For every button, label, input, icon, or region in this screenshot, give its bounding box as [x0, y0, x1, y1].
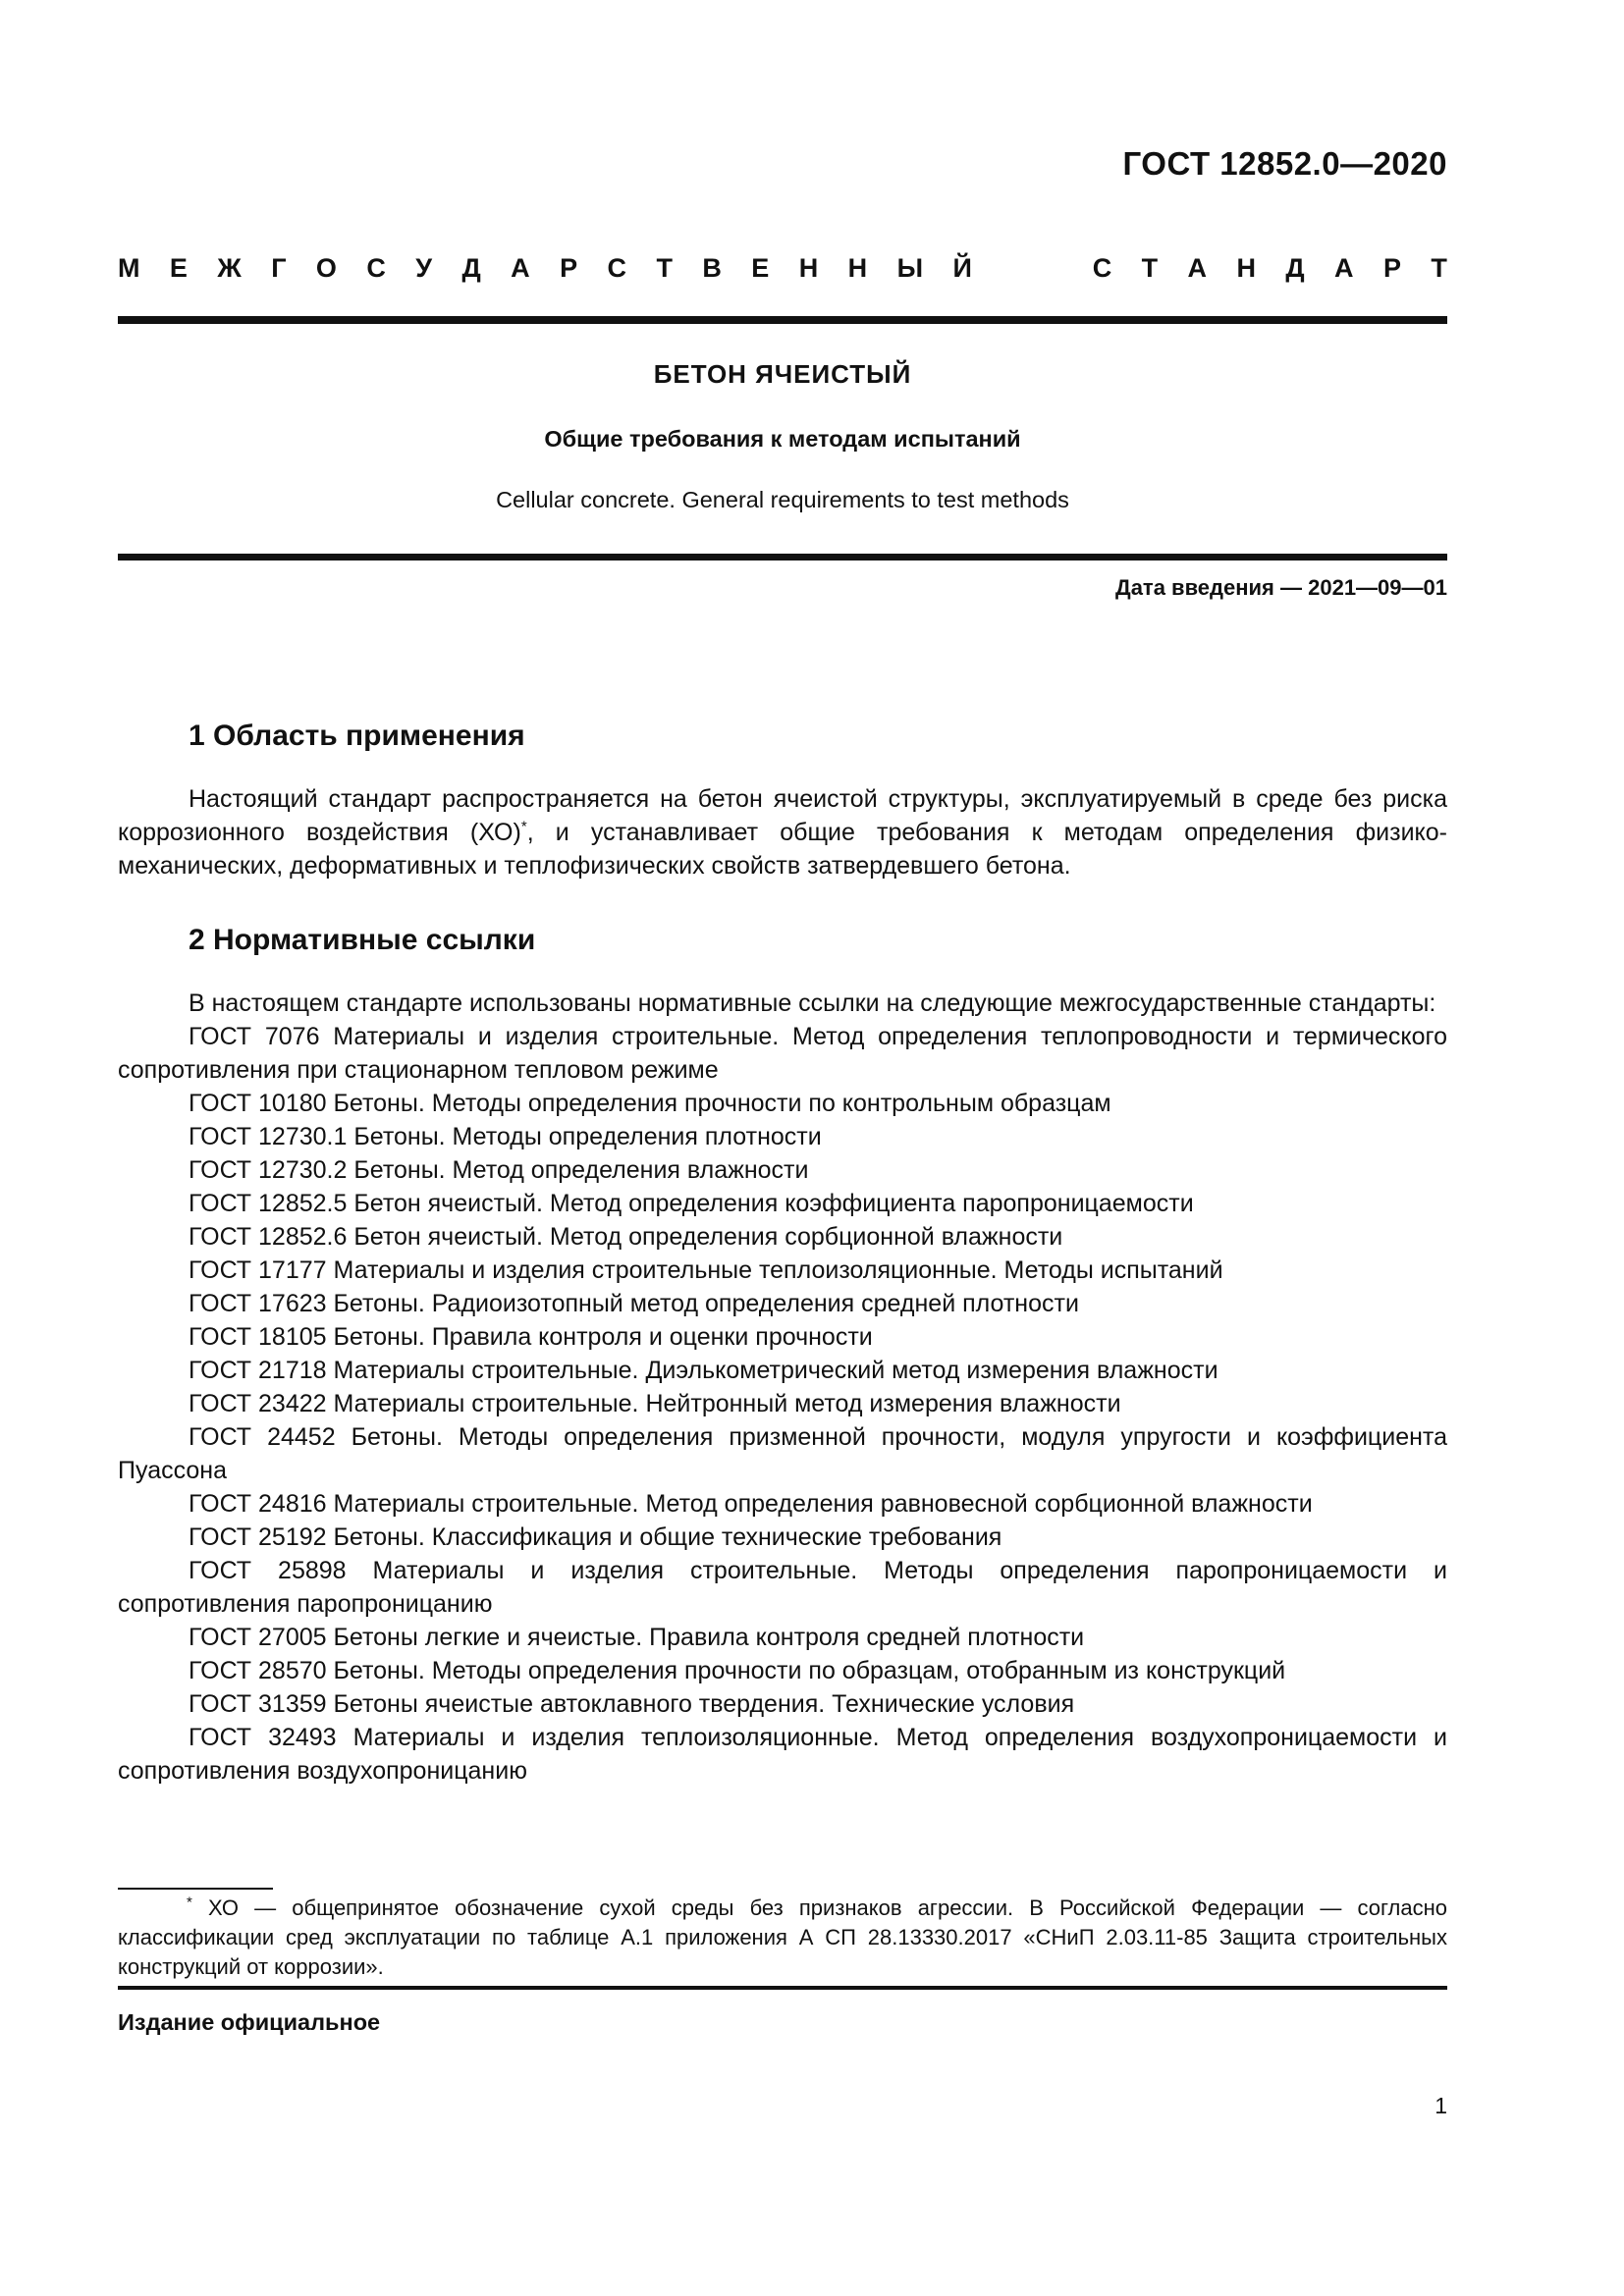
- paragraph-text: , и устанавливает общие требования к методам определения физико-механических, деформативных и теплофизических свойств затвердевшего бетона.: [118, 819, 1447, 880]
- letter: А: [1187, 253, 1208, 283]
- reference-item: ГОСТ 25192 Бетоны. Классификация и общие технические требования: [189, 1523, 1002, 1551]
- reference-item: ГОСТ 28570 Бетоны. Методы определения прочности по образцам, отобранным из конструкций: [189, 1657, 1286, 1684]
- footer-divider: [118, 1986, 1447, 1990]
- page-number: 1: [1435, 2093, 1447, 2118]
- reference-item: ГОСТ 24816 Материалы строительные. Метод определения равновесной сорбционной влажности: [189, 1490, 1313, 1518]
- letter: У: [415, 253, 433, 283]
- letter: Н: [798, 253, 819, 283]
- letter: Т: [656, 253, 673, 283]
- section-1-paragraph: [118, 782, 1447, 882]
- letter: Т: [1431, 253, 1447, 283]
- reference-item: ГОСТ 24452 Бетоны. Методы определения призменной прочности, модуля упругости и коэффициента Пуассона: [118, 1423, 1447, 1484]
- footnote-text: ХО — общепринятое обозначение сухой среды без признаков агрессии. В Российской Федерации — согласно классификации сред эксплуатации по таблице А.1 приложения А СП 28.13330.2017 «СНиП 2.03.11-85 Защита строительных конструкций от коррозии».: [118, 1896, 1447, 1979]
- letter: Е: [751, 253, 770, 283]
- title-divider: [118, 554, 1447, 561]
- standard-type-heading: [118, 253, 1447, 284]
- introduction-date: Дата введения — 2021—09—01: [1115, 575, 1447, 600]
- letter: Й: [952, 253, 972, 283]
- normative-references: [118, 987, 1447, 1788]
- header-divider: [118, 316, 1447, 324]
- reference-item: ГОСТ 7076 Материалы и изделия строительные. Метод определения теплопроводности и термического сопротивления при стационарном тепловом режиме: [118, 1023, 1447, 1084]
- footnote-mark: *: [520, 818, 527, 835]
- letter: Н: [1236, 253, 1256, 283]
- word-gap: [1001, 253, 1062, 284]
- reference-item: ГОСТ 12730.1 Бетоны. Методы определения плотности: [189, 1123, 822, 1150]
- reference-item: ГОСТ 10180 Бетоны. Методы определения прочности по контрольным образцам: [189, 1090, 1111, 1117]
- letter: С: [1092, 253, 1112, 283]
- reference-item: ГОСТ 12852.5 Бетон ячеистый. Метод определения коэффициента паропроницаемости: [189, 1190, 1194, 1217]
- footnote-mark: *: [187, 1894, 192, 1911]
- reference-item: ГОСТ 21718 Материалы строительные. Диэлькометрический метод измерения влажности: [189, 1357, 1218, 1384]
- letter: С: [607, 253, 627, 283]
- reference-item: ГОСТ 17623 Бетоны. Радиоизотопный метод определения средней плотности: [189, 1290, 1079, 1317]
- document-title: БЕТОН ЯЧЕИСТЫЙ: [653, 359, 912, 389]
- reference-item: ГОСТ 17177 Материалы и изделия строительные теплоизоляционные. Методы испытаний: [189, 1256, 1223, 1284]
- letter: А: [511, 253, 530, 283]
- letter: Т: [1141, 253, 1159, 283]
- reference-item: ГОСТ 25898 Материалы и изделия строительные. Методы определения паропроницаемости и сопротивления паропроницанию: [118, 1557, 1447, 1618]
- section-2-heading: 2 Нормативные ссылки: [189, 924, 536, 956]
- section-1-heading: 1 Область применения: [189, 720, 525, 752]
- letter: Н: [847, 253, 868, 283]
- letter: Д: [461, 253, 481, 283]
- reference-item: ГОСТ 27005 Бетоны легкие и ячеистые. Правила контроля средней плотности: [189, 1624, 1085, 1651]
- document-title-english: Cellular concrete. General requirements to test methods: [496, 487, 1069, 512]
- reference-item: ГОСТ 32493 Материалы и изделия теплоизоляционные. Метод определения воздухопроницаемости и сопротивления воздухопроницанию: [118, 1724, 1447, 1785]
- paragraph-text: Настоящий стандарт распространяется на бетон ячеистой структуры, эксплуатируемый в среде без риска коррозионного воздействия (ХО): [118, 785, 1447, 846]
- letter: Р: [560, 253, 578, 283]
- document-id: ГОСТ 12852.0—2020: [1122, 145, 1447, 182]
- reference-item: ГОСТ 12730.2 Бетоны. Метод определения влажности: [189, 1156, 809, 1184]
- reference-item: ГОСТ 23422 Материалы строительные. Нейтронный метод измерения влажности: [189, 1390, 1121, 1417]
- letter: А: [1334, 253, 1354, 283]
- letter: С: [366, 253, 386, 283]
- letter: Г: [271, 253, 287, 283]
- letter: Ы: [896, 253, 924, 283]
- references-intro: В настоящем стандарте использованы нормативные ссылки на следующие межгосударственные стандарты:: [189, 989, 1436, 1017]
- official-edition-label: Издание официальное: [118, 2009, 381, 2035]
- letter: М: [118, 253, 140, 283]
- letter: В: [702, 253, 722, 283]
- letter: Р: [1382, 253, 1401, 283]
- reference-item: ГОСТ 31359 Бетоны ячеистые автоклавного твердения. Технические условия: [189, 1690, 1075, 1718]
- letter: О: [315, 253, 337, 283]
- footnote-divider: [118, 1888, 273, 1890]
- letter: Е: [169, 253, 188, 283]
- reference-item: ГОСТ 12852.6 Бетон ячеистый. Метод определения сорбционной влажности: [189, 1223, 1063, 1251]
- letter: Ж: [217, 253, 242, 283]
- document-subtitle: Общие требования к методам испытаний: [544, 426, 1021, 452]
- footnote: [118, 1894, 1447, 1982]
- reference-item: ГОСТ 18105 Бетоны. Правила контроля и оценки прочности: [189, 1323, 873, 1351]
- letter: Д: [1285, 253, 1305, 283]
